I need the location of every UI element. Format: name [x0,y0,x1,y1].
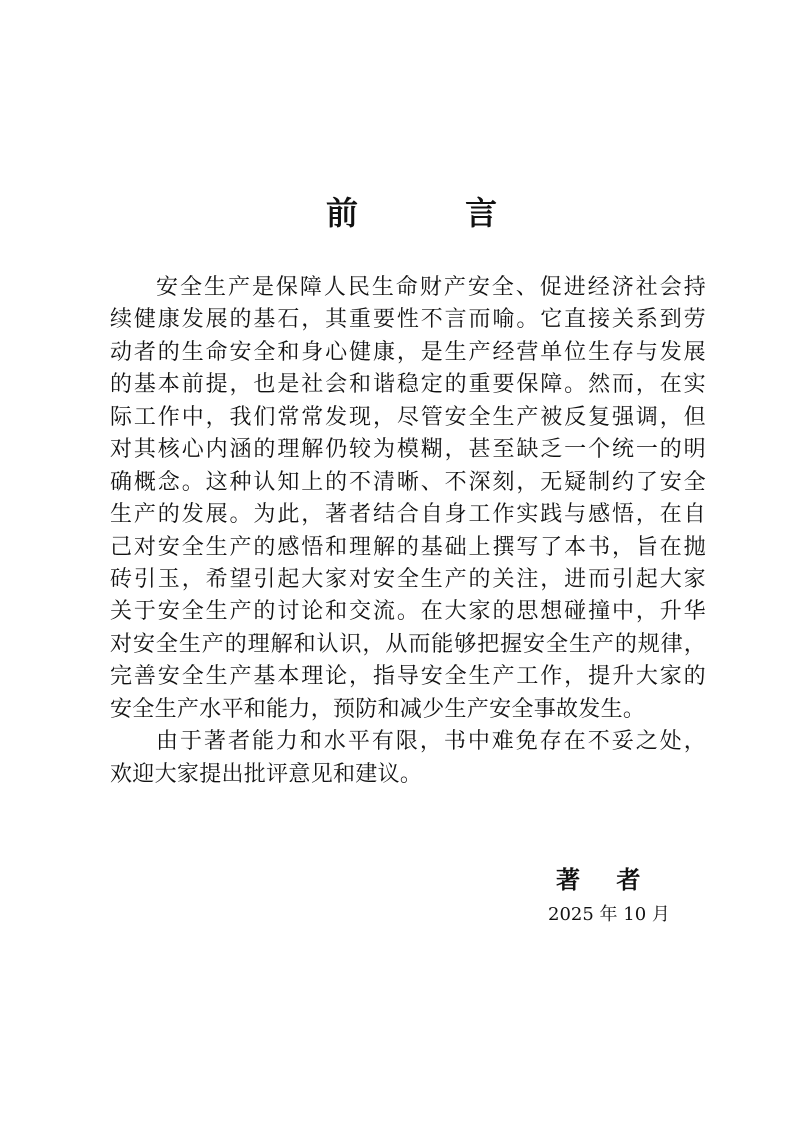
page-title: 前 言 [326,194,498,232]
preface-line: 安全生产是保障人民生命财产安全、促进经济社会持 [156,275,706,300]
preface-line: 由于著者能力和水平有限，书中难免存在不妥之处， [156,729,706,755]
preface-line: 欢迎大家提出批评意见和建议。 [110,761,423,787]
preface-line: 确概念。这种认知上的不清晰、不深刻，无疑制约了安全 [110,469,706,495]
preface-line: 续健康发展的基石，其重要性不言而喻。它直接关系到劳 [110,307,706,333]
paragraph-2 [110,726,706,791]
preface-line: 的基本前提，也是社会和谐稳定的重要保障。然而，在实 [110,372,706,398]
preface-line: 生产的发展。为此，著者结合自身工作实践与感悟，在自 [110,502,706,528]
preface-line: 完善安全生产基本理论，指导安全生产工作，提升大家的 [110,664,706,690]
preface-line: 己对安全生产的感悟和理解的基础上撰写了本书，旨在抛 [110,534,706,560]
preface-line: 动者的生命安全和身心健康，是生产经营单位生存与发展 [110,339,706,365]
preface-line: 关于安全生产的讨论和交流。在大家的思想碰撞中，升华 [110,599,706,625]
preface-line: 对其核心内涵的理解仍较为模糊，甚至缺乏一个统一的明 [110,437,706,463]
preface-body [110,272,706,791]
preface-line: 际工作中，我们常常发现，尽管安全生产被反复强调，但 [110,404,706,430]
author-signature: 著 者 [556,865,641,894]
preface-line: 安全生产水平和能力，预防和减少生产安全事故发生。 [110,696,646,722]
preface-line: 对安全生产的理解和认识，从而能够把握安全生产的规律， [110,631,706,657]
paragraph-1 [110,272,706,726]
preface-line: 砖引玉，希望引起大家对安全生产的关注，进而引起大家 [110,566,706,592]
signature-date: 2025 年 10 月 [548,904,670,925]
